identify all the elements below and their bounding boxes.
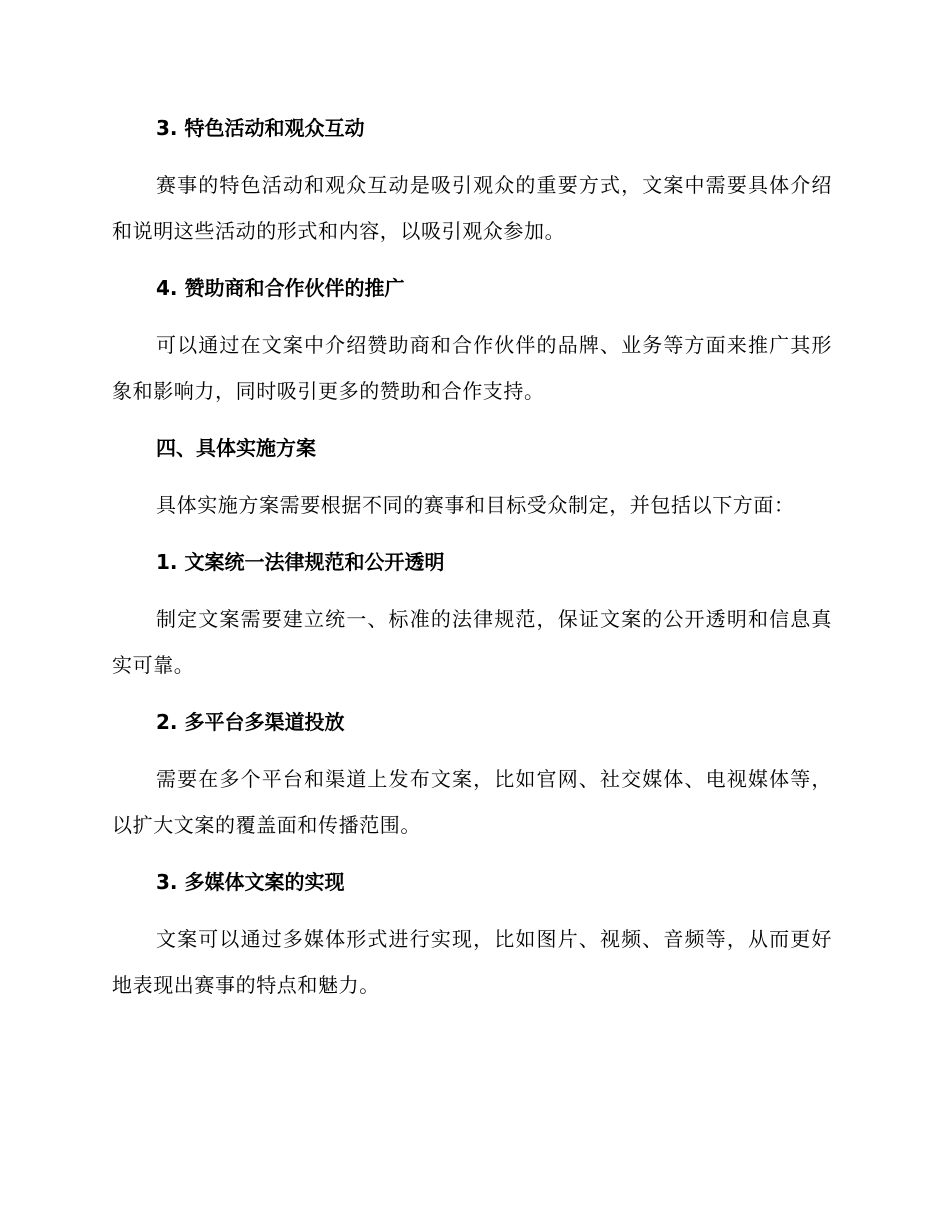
paragraph-legal-standards: 制定文案需要建立统一、标准的法律规范，保证文案的公开透明和信息真实可靠。 bbox=[112, 607, 832, 677]
paragraph-multi-channel: 需要在多个平台和渠道上发布文案，比如官网、社交媒体、电视媒体等，以扩大文案的覆盖面和传播范围。 bbox=[112, 767, 832, 837]
section-heading-featured-activities: 3. 特色活动和观众互动 bbox=[156, 116, 365, 140]
section-heading-implementation-plan: 四、具体实施方案 bbox=[156, 436, 316, 460]
document-body bbox=[112, 106, 832, 1008]
section-heading-legal-standards: 1. 文案统一法律规范和公开透明 bbox=[156, 550, 445, 574]
paragraph-implementation-plan: 具体实施方案需要根据不同的赛事和目标受众制定，并包括以下方面： bbox=[156, 493, 795, 517]
section-heading-sponsor-promotion: 4. 赞助商和合作伙伴的推广 bbox=[156, 276, 405, 300]
paragraph-sponsor-promotion: 可以通过在文案中介绍赞助商和合作伙伴的品牌、业务等方面来推广其形象和影响力，同时吸引更多的赞助和合作支持。 bbox=[112, 333, 832, 403]
section-heading-multimedia: 3. 多媒体文案的实现 bbox=[156, 870, 345, 894]
paragraph-featured-activities: 赛事的特色活动和观众互动是吸引观众的重要方式，文案中需要具体介绍和说明这些活动的形式和内容，以吸引观众参加。 bbox=[112, 173, 832, 243]
section-heading-multi-channel: 2. 多平台多渠道投放 bbox=[156, 710, 345, 734]
paragraph-multimedia: 文案可以通过多媒体形式进行实现，比如图片、视频、音频等，从而更好地表现出赛事的特点和魅力。 bbox=[112, 927, 832, 997]
